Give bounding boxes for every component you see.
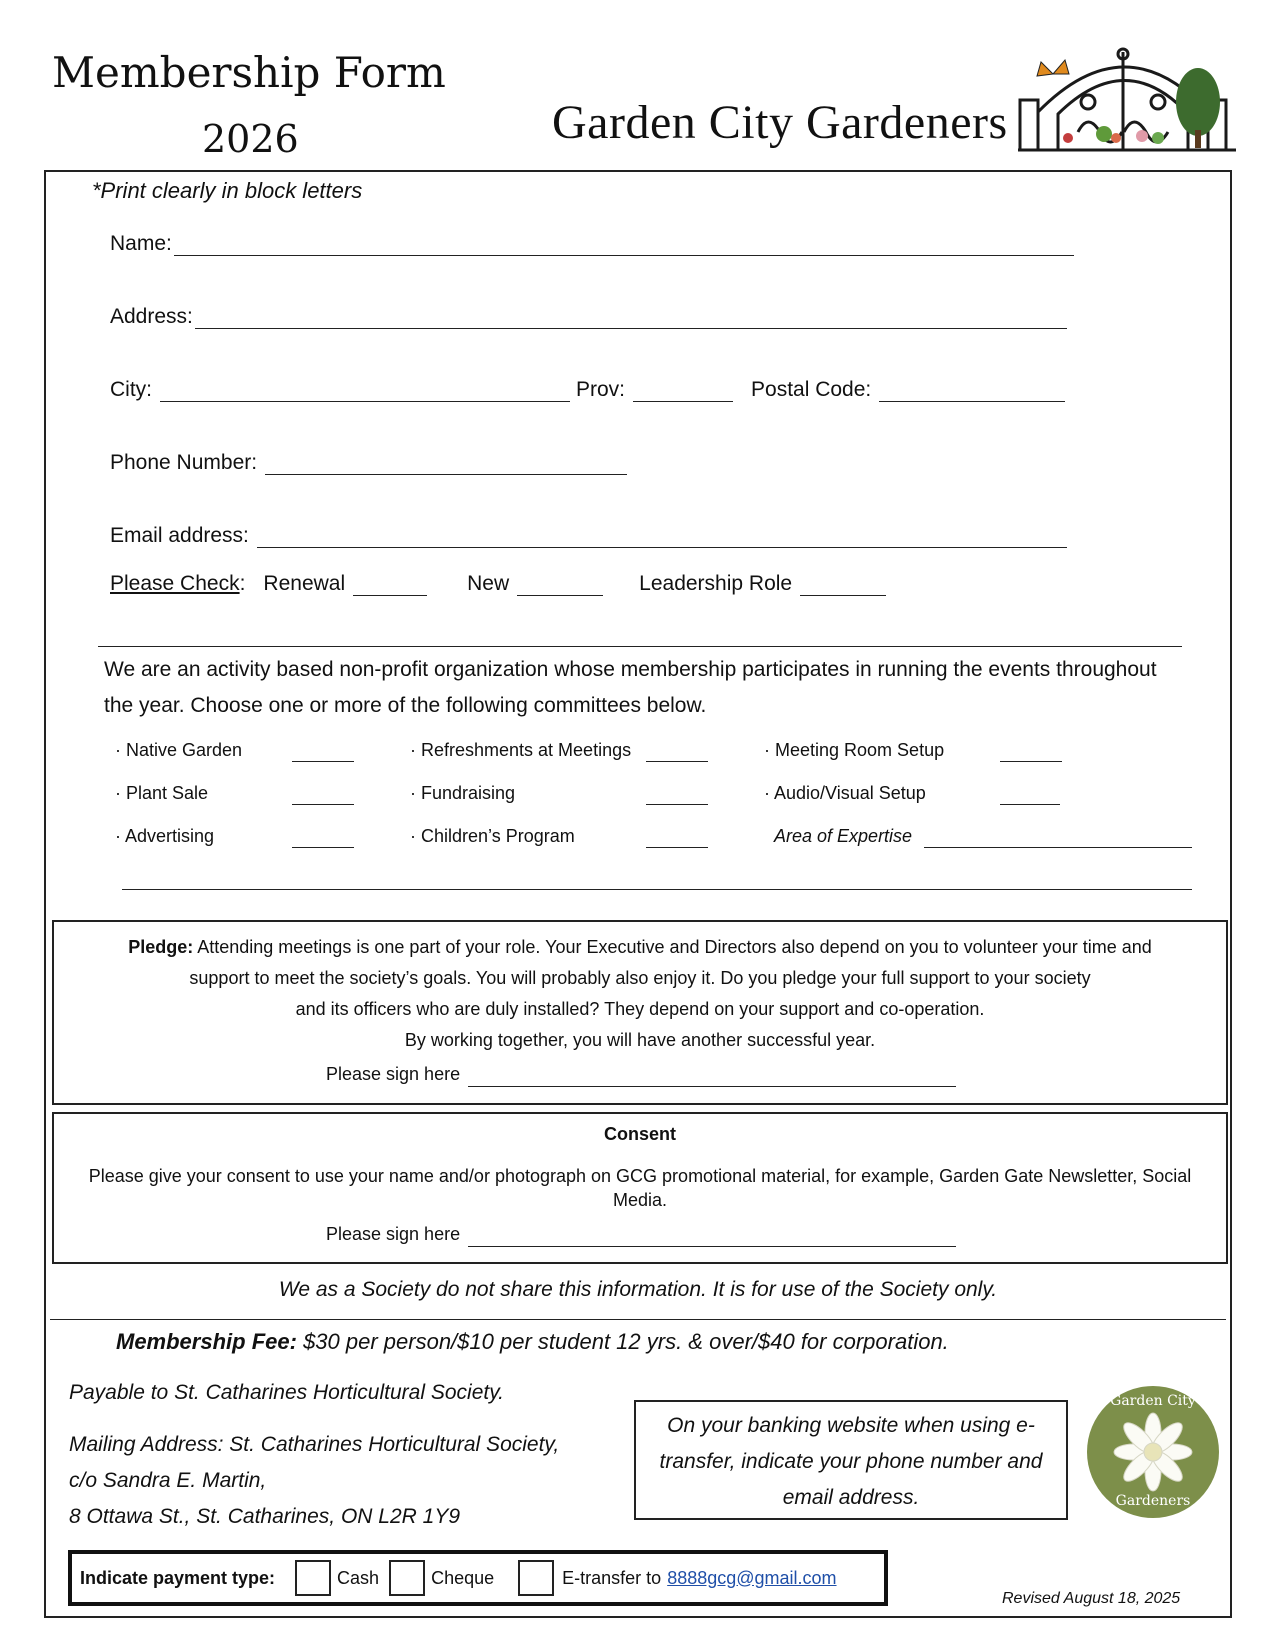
pledge-text-3: and its officers who are duly installed? They depend on your support and co-operation. bbox=[295, 999, 985, 1019]
check-label: Please Check bbox=[110, 572, 240, 595]
mailing-line-1: Mailing Address: St. Catharines Horticultural Society, bbox=[69, 1433, 560, 1456]
blank-expertise-continued[interactable] bbox=[122, 888, 1192, 890]
blank-advertising[interactable] bbox=[292, 846, 354, 848]
blank-meeting-room[interactable] bbox=[1000, 760, 1062, 762]
address-line[interactable] bbox=[195, 308, 1067, 329]
consent-sign-line[interactable] bbox=[468, 1245, 956, 1247]
mailing-address bbox=[69, 1427, 559, 1535]
name-label: Name: bbox=[110, 232, 172, 255]
email-label: Email address: bbox=[110, 524, 249, 547]
flower-icon bbox=[1114, 1413, 1192, 1491]
leadership-label: Leadership Role bbox=[639, 572, 793, 595]
cheque-label: Cheque bbox=[431, 1567, 495, 1588]
city-row bbox=[110, 378, 1065, 402]
renewal-label: Renewal bbox=[263, 572, 346, 595]
phone-line[interactable] bbox=[265, 454, 627, 475]
consent-sign-label: Please sign here bbox=[326, 1224, 461, 1244]
brand-name: Garden City Gardeners bbox=[552, 96, 1008, 149]
etransfer-label: E-transfer to bbox=[562, 1567, 662, 1588]
pledge-text-2: support to meet the society’s goals. You will probably also enjoy it. Do you pledge your full support to your society bbox=[189, 968, 1091, 988]
renewal-line[interactable] bbox=[353, 575, 427, 596]
blank-audio-visual[interactable] bbox=[1000, 803, 1060, 805]
divider-2 bbox=[50, 1318, 1226, 1320]
etransfer-email-link[interactable]: 8888gcg@gmail.com bbox=[667, 1567, 837, 1588]
city-label: City: bbox=[110, 378, 152, 401]
committee-meeting-room: · Meeting Room Setup bbox=[764, 740, 945, 760]
cheque-checkbox[interactable] bbox=[389, 1560, 425, 1596]
area-of-expertise-label: Area of Expertise bbox=[774, 826, 913, 846]
pledge-box bbox=[52, 920, 1228, 1105]
cash-checkbox[interactable] bbox=[295, 1560, 331, 1596]
committee-advertising: · Advertising bbox=[115, 826, 215, 846]
address-label: Address: bbox=[110, 305, 193, 328]
consent-box bbox=[52, 1112, 1228, 1264]
garden-gate-icon bbox=[1008, 42, 1240, 160]
fee-label: Membership Fee: bbox=[116, 1329, 297, 1354]
blank-area-of-expertise[interactable] bbox=[924, 846, 1192, 848]
form-title: Membership Form bbox=[52, 48, 446, 97]
cash-label: Cash bbox=[337, 1567, 380, 1588]
email-field[interactable] bbox=[110, 524, 1067, 548]
consent-title: Consent bbox=[604, 1124, 676, 1144]
leadership-line[interactable] bbox=[800, 575, 886, 596]
tree-icon bbox=[1176, 68, 1220, 148]
pledge-text-1: Attending meetings is one part of your role. Your Executive and Directors also depend on you to volunteer your time and bbox=[197, 937, 1152, 957]
consent-text: Please give your consent to use your name and/or photograph on GCG promotional material, for example, Garden Gate Newsletter, Social Media. bbox=[88, 1166, 1192, 1210]
payable-to: Payable to St. Catharines Horticultural Society. bbox=[69, 1381, 504, 1404]
new-line[interactable] bbox=[517, 575, 603, 596]
blank-fundraising[interactable] bbox=[646, 803, 708, 805]
payment-label: Indicate payment type: bbox=[80, 1567, 276, 1588]
city-line[interactable] bbox=[160, 381, 570, 402]
committee-plant-sale: · Plant Sale bbox=[115, 783, 209, 803]
gcg-logo bbox=[1086, 1385, 1220, 1519]
committee-fundraising: · Fundraising bbox=[410, 783, 516, 803]
etransfer-checkbox[interactable] bbox=[518, 1560, 554, 1596]
form-year: 2026 bbox=[202, 117, 299, 161]
postal-line[interactable] bbox=[879, 381, 1065, 402]
email-line[interactable] bbox=[257, 527, 1067, 548]
check-colon: : bbox=[239, 572, 246, 595]
privacy-note: We as a Society do not share this information. It is for use of the Society only. bbox=[278, 1278, 998, 1301]
name-field[interactable] bbox=[110, 232, 1074, 256]
committee-childrens-program: · Children’s Program bbox=[410, 826, 575, 846]
phone-label: Phone Number: bbox=[110, 451, 258, 474]
prov-label: Prov: bbox=[576, 378, 626, 401]
committee-audio-visual: · Audio/Visual Setup bbox=[764, 783, 926, 803]
check-row bbox=[110, 572, 886, 596]
butterfly-icon bbox=[1037, 60, 1069, 76]
blank-native-garden[interactable] bbox=[292, 760, 354, 762]
etransfer-note: On your banking website when using e-transfer, indicate your phone number and email address. bbox=[634, 1400, 1068, 1520]
committee-native-garden: · Native Garden bbox=[115, 740, 243, 760]
divider bbox=[98, 645, 1182, 647]
pledge-sign-line[interactable] bbox=[468, 1085, 956, 1087]
new-label: New bbox=[467, 572, 510, 595]
phone-field[interactable] bbox=[110, 451, 627, 475]
revised-date: Revised August 18, 2025 bbox=[1002, 1590, 1181, 1607]
logo-top-text: Garden City bbox=[1110, 1393, 1196, 1409]
blank-childrens-program[interactable] bbox=[646, 846, 708, 848]
mailing-line-2: c/o Sandra E. Martin, bbox=[69, 1469, 267, 1492]
pledge-text-4: By working together, you will have another successful year. bbox=[404, 1030, 876, 1050]
instructions: *Print clearly in block letters bbox=[92, 178, 363, 203]
fee-row bbox=[116, 1329, 949, 1355]
blank-plant-sale[interactable] bbox=[292, 803, 354, 805]
mailing-line-3: 8 Ottawa St., St. Catharines, ON L2R 1Y9 bbox=[69, 1505, 461, 1528]
pledge-label: Pledge: bbox=[128, 937, 194, 957]
postal-label: Postal Code: bbox=[751, 378, 872, 401]
blank-refreshments[interactable] bbox=[646, 760, 708, 762]
intro-text: We are an activity based non-profit organization whose membership participates in running the events throughout the year. Choose one or more of the following committees below. bbox=[104, 658, 1157, 717]
committee-refreshments: · Refreshments at Meetings bbox=[410, 740, 632, 760]
pledge-sign-label: Please sign here bbox=[326, 1064, 461, 1084]
address-field[interactable] bbox=[110, 305, 1067, 329]
payment-type-box bbox=[68, 1550, 888, 1606]
prov-line[interactable] bbox=[633, 381, 733, 402]
logo-bottom-text: Gardeners bbox=[1115, 1493, 1191, 1509]
fee-text: $30 per person/$10 per student 12 yrs. & over/$40 for corporation. bbox=[303, 1329, 949, 1354]
name-line[interactable] bbox=[174, 235, 1074, 256]
